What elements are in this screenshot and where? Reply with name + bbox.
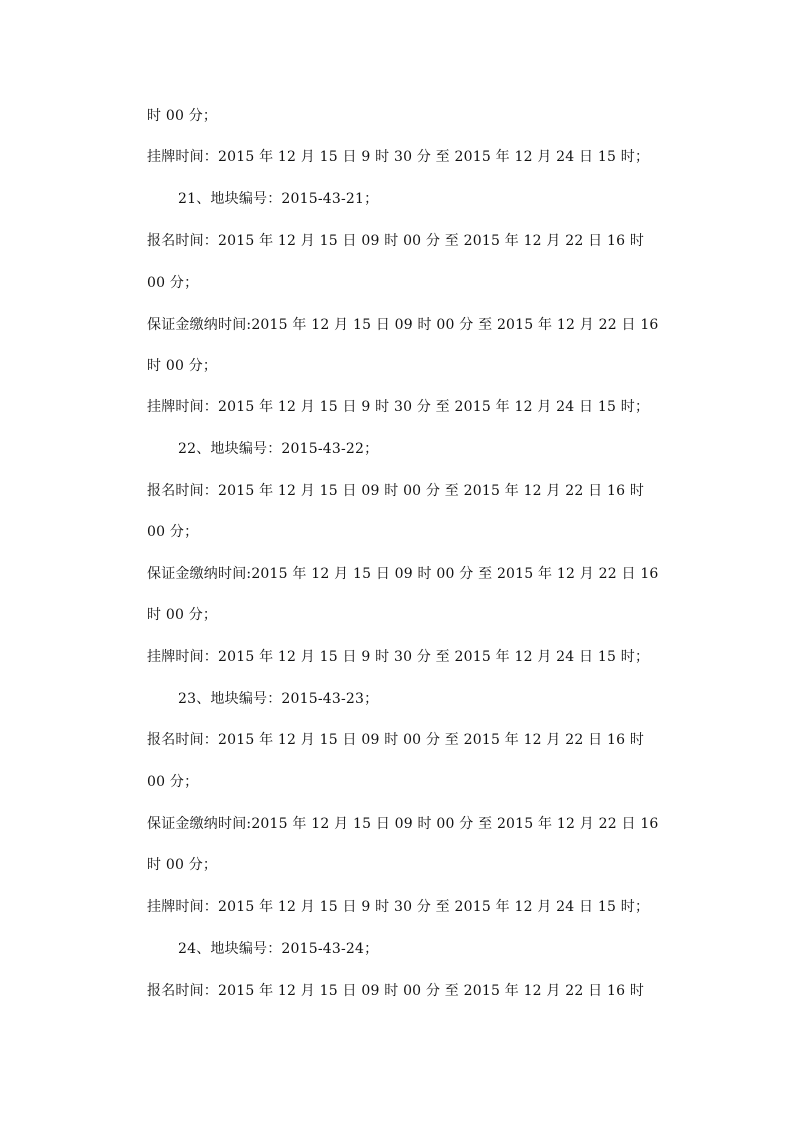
text-line: 报名时间：2015 年 12 月 15 日 09 时 00 分 至 2015 年 12 月 22 日 16 时 [147,983,645,999]
text-line: 报名时间：2015 年 12 月 15 日 09 时 00 分 至 2015 年 12 月 22 日 16 时 [147,233,645,249]
text-line: 挂牌时间：2015 年 12 月 15 日 9 时 30 分 至 2015 年 12 月 24 日 15 时； [147,899,650,915]
text-line: 00 分； [147,275,199,291]
text-line: 保证金缴纳时间:2015 年 12 月 15 日 09 时 00 分 至 2015 年 12 月 22 日 16 [147,317,659,333]
parcel-heading: 22、地块编号：2015-43-22； [178,441,379,457]
text-line: 时 00 分； [147,607,218,623]
parcel-heading: 21、地块编号：2015-43-21； [178,191,379,207]
text-line: 00 分； [147,524,199,540]
text-line: 00 分； [147,774,199,790]
text-line: 挂牌时间：2015 年 12 月 15 日 9 时 30 分 至 2015 年 12 月 24 日 15 时； [147,149,650,165]
parcel-heading: 24、地块编号：2015-43-24； [178,941,379,957]
parcel-heading: 23、地块编号：2015-43-23； [178,691,379,707]
text-line: 报名时间：2015 年 12 月 15 日 09 时 00 分 至 2015 年 12 月 22 日 16 时 [147,483,645,499]
text-line: 保证金缴纳时间:2015 年 12 月 15 日 09 时 00 分 至 2015 年 12 月 22 日 16 [147,566,659,582]
text-line: 挂牌时间：2015 年 12 月 15 日 9 时 30 分 至 2015 年 12 月 24 日 15 时； [147,399,650,415]
text-line: 时 00 分； [147,108,218,124]
text-line: 保证金缴纳时间:2015 年 12 月 15 日 09 时 00 分 至 2015 年 12 月 22 日 16 [147,816,659,832]
text-line: 时 00 分； [147,358,218,374]
text-line: 时 00 分； [147,857,218,873]
text-line: 挂牌时间：2015 年 12 月 15 日 9 时 30 分 至 2015 年 12 月 24 日 15 时； [147,649,650,665]
text-line: 报名时间：2015 年 12 月 15 日 09 时 00 分 至 2015 年 12 月 22 日 16 时 [147,732,645,748]
